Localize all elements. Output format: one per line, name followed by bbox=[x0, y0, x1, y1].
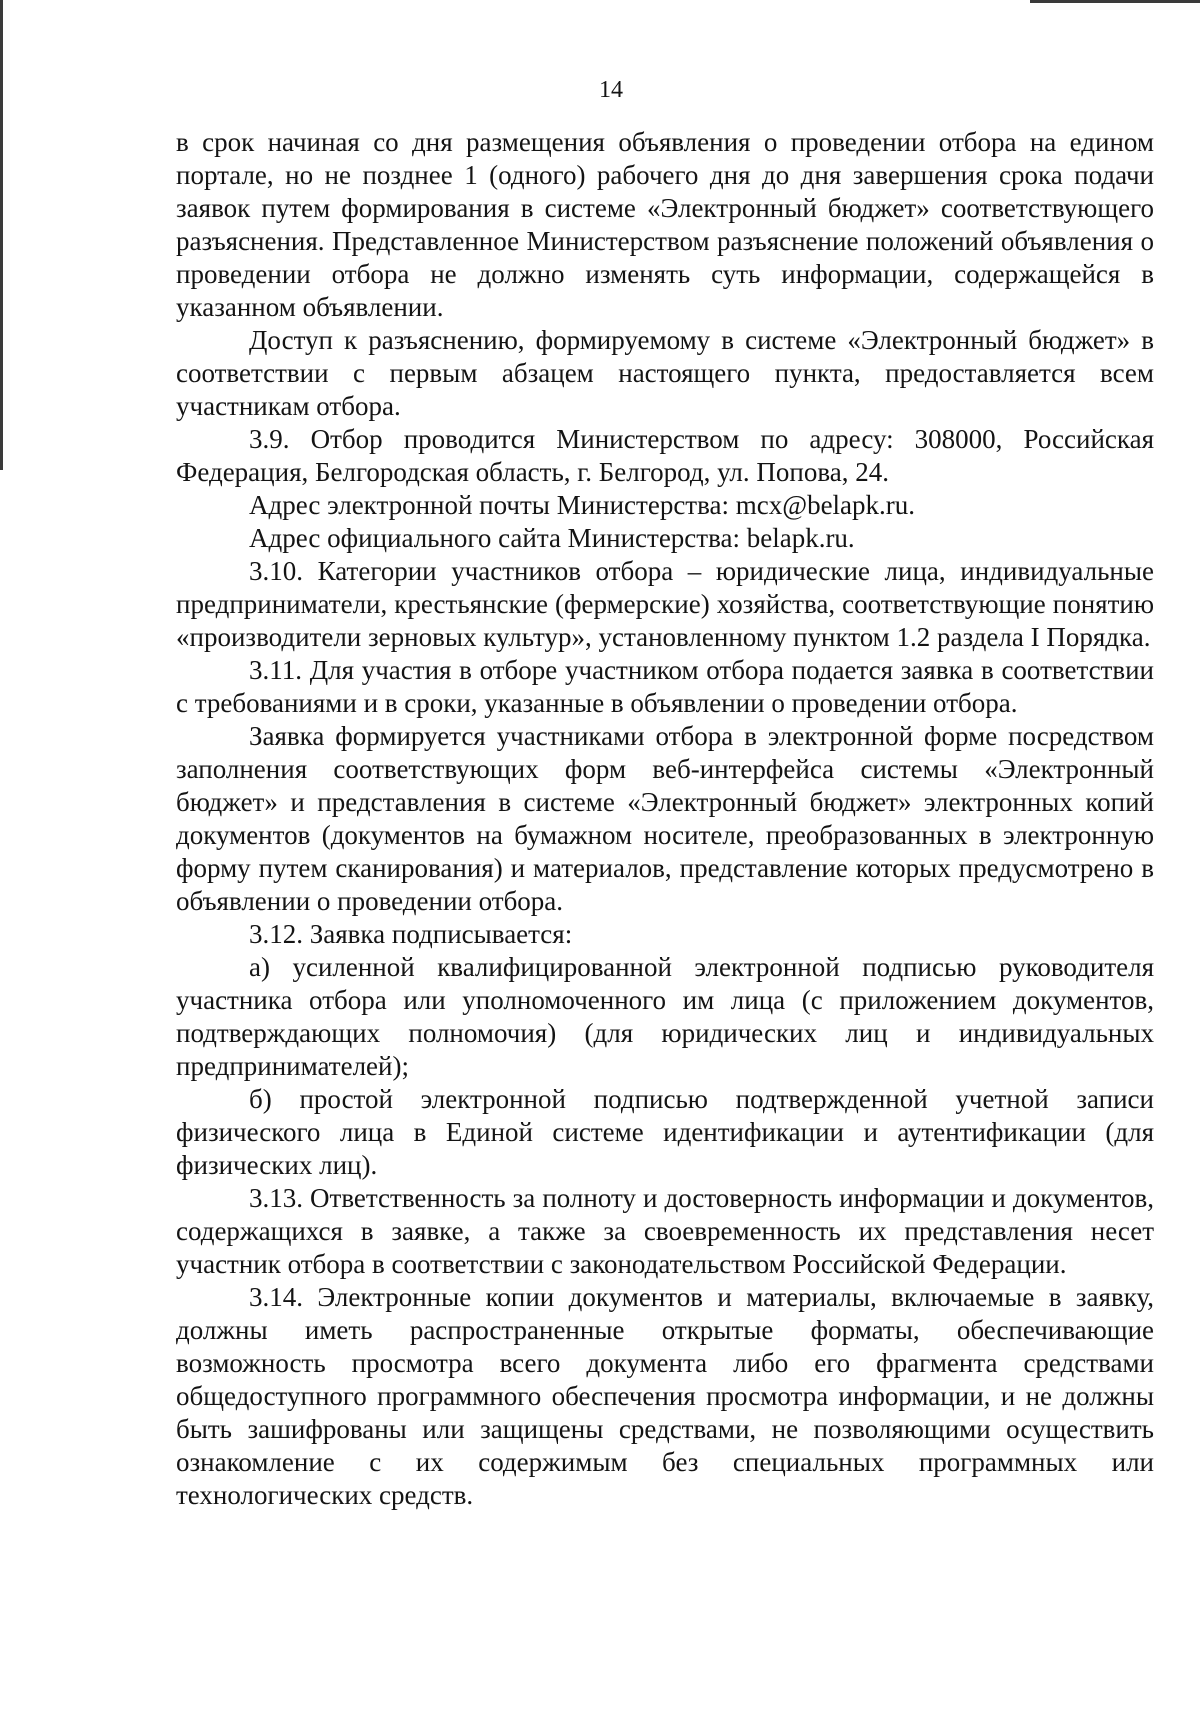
paragraph-3-12-signing: 3.12. Заявка подписывается: bbox=[249, 919, 573, 949]
document-body bbox=[176, 126, 1154, 1512]
paragraph-website: Адрес официального сайта Министерства: belapk.ru. bbox=[249, 523, 855, 553]
paragraph-3-10-categories: 3.10. Категории участников отбора – юридические лица, индивидуальные предприниматели, крестьянские (фермерские) хозяйства, соответствующие понятию «производители зерновых культур», установленному пунктом 1.2 раздела I Порядка. bbox=[176, 556, 1154, 652]
page-number: 14 bbox=[599, 77, 623, 103]
paragraph-3-13-responsibility: 3.13. Ответственность за полноту и достоверность информации и документов, содержащихся в заявке, а также за своевременность их представления несет участник отбора в соответствии с законодательством Российской Федерации. bbox=[176, 1183, 1154, 1279]
paragraph-clarification-access: Доступ к разъяснению, формируемому в системе «Электронный бюджет» в соответствии с первым абзацем настоящего пункта, предоставляется всем участникам отбора. bbox=[176, 325, 1154, 421]
paragraph-3-9-address: 3.9. Отбор проводится Министерством по адресу: 308000, Российская Федерация, Белгородская область, г. Белгород, ул. Попова, 24. bbox=[176, 424, 1154, 487]
paragraph-application-forming: Заявка формируется участниками отбора в электронной форме посредством заполнения соответствующих форм веб-интерфейса системы «Электронный бюджет» и представления в системе «Электронный бюджет» электронных копий документов (документов на бумажном носителе, преобразованных в электронную форму путем сканирования) и материалов, представление которых предусмотрено в объявлении о проведении отбора. bbox=[176, 721, 1154, 916]
paragraph-signing-a: а) усиленной квалифицированной электронной подписью руководителя участника отбора или уполномоченного им лица (с приложением документов, подтверждающих полномочия) (для юридических лиц и индивидуальных предпринимателей); bbox=[176, 952, 1154, 1081]
scan-edge-left bbox=[0, 0, 3, 470]
paragraph-email: Адрес электронной почты Министерства: mcx@belapk.ru. bbox=[249, 490, 916, 520]
paragraph-3-11-application: 3.11. Для участия в отборе участником отбора подается заявка в соответствии с требованиями и в сроки, указанные в объявлении о проведении отбора. bbox=[176, 655, 1154, 718]
paragraph-3-14-formats: 3.14. Электронные копии документов и материалы, включаемые в заявку, должны иметь распространенные открытые форматы, обеспечивающие возможность просмотра всего документа либо его фрагмента средствами общедоступного программного обеспечения просмотра информации, и не должны быть зашифрованы или защищены средствами, не позволяющими осуществить ознакомление с их содержимым без специальных программных или технологических средств. bbox=[176, 1282, 1154, 1510]
paragraph-signing-b: б) простой электронной подписью подтвержденной учетной записи физического лица в Единой системе идентификации и аутентификации (для физических лиц). bbox=[176, 1084, 1154, 1180]
scan-edge-top bbox=[1030, 0, 1200, 3]
paragraph-clarification-deadline: в срок начиная со дня размещения объявления о проведении отбора на едином портале, но не позднее 1 (одного) рабочего дня до дня завершения срока подачи заявок путем формирования в системе «Электронный бюджет» соответствующего разъяснения. Представленное Министерством разъяснение положений объявления о проведении отбора не должно изменять суть информации, содержащейся в указанном объявлении. bbox=[176, 127, 1154, 322]
